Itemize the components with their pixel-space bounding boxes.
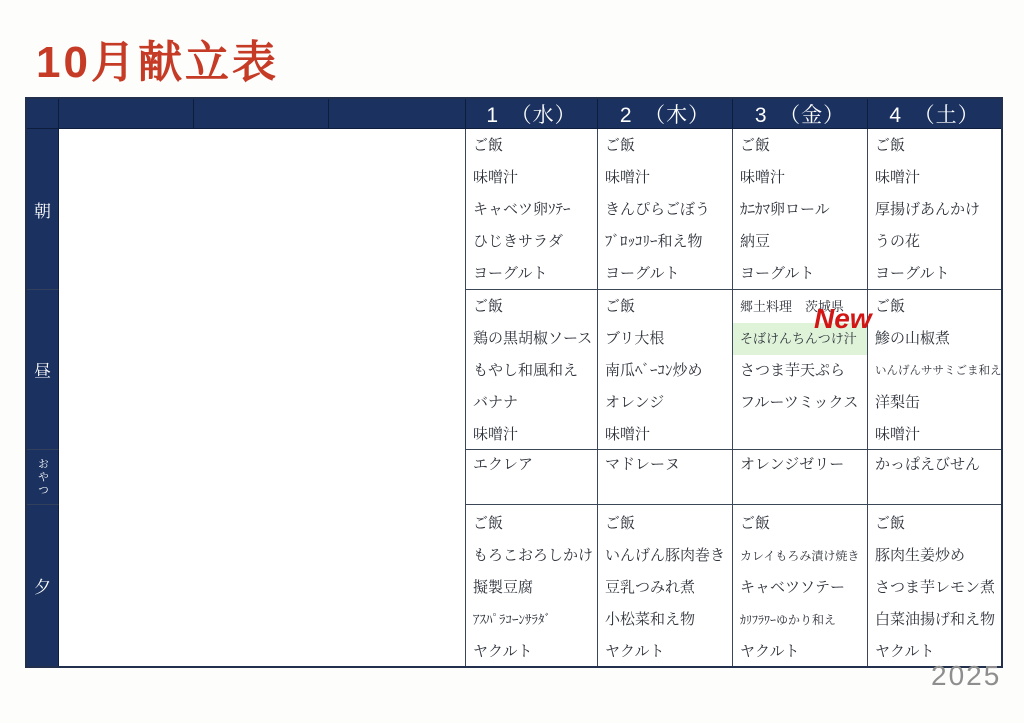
header-empty-cell bbox=[194, 99, 329, 129]
menu-item: ご飯 bbox=[473, 137, 504, 154]
menu-item: マドレーヌ bbox=[605, 456, 681, 473]
menu-item: 鯵の山椒煮 bbox=[875, 330, 951, 347]
menu-item: キャベツ卵ｿﾃｰ bbox=[473, 201, 571, 218]
new-badge: New bbox=[814, 303, 872, 334]
menu-item: ヨーグルト bbox=[875, 265, 950, 282]
menu-item: いんげん豚肉巻き bbox=[605, 547, 726, 564]
row-label-snack bbox=[27, 450, 59, 505]
menu-item: きんぴらごぼう bbox=[605, 201, 711, 218]
menu-item: ヤクルト bbox=[605, 643, 665, 660]
dinner-cell-sat bbox=[868, 505, 1001, 666]
menu-item: さつま芋天ぷら bbox=[740, 362, 846, 379]
breakfast-cell-wed bbox=[466, 129, 598, 290]
menu-item: キャベツソテー bbox=[740, 579, 846, 596]
menu-item: ヨーグルト bbox=[605, 265, 680, 282]
menu-item: オレンジゼリー bbox=[740, 456, 845, 473]
dinner-cell-wed bbox=[466, 505, 598, 666]
menu-item: 厚揚げあんかけ bbox=[875, 201, 981, 218]
menu-item: 白菜油揚げ和え物 bbox=[875, 611, 996, 628]
menu-item: ご飯 bbox=[875, 137, 906, 154]
menu-item: オレンジ bbox=[605, 394, 665, 411]
menu-item: カレイもろみ漬け焼き bbox=[740, 549, 860, 563]
menu-item: 豚肉生姜炒め bbox=[875, 547, 966, 564]
snack-cell-sat bbox=[868, 450, 1001, 505]
new-menu-item-highlight: そばけんちんつけ汁 bbox=[733, 323, 867, 355]
dinner-cell-fri bbox=[733, 505, 868, 666]
snack-cell-fri bbox=[733, 450, 868, 505]
menu-item: フルーツミックス bbox=[740, 394, 859, 411]
row-label-breakfast bbox=[27, 129, 59, 290]
menu-item: ご飯 bbox=[740, 515, 771, 532]
menu-item: 洋梨缶 bbox=[875, 394, 921, 411]
menu-item: ご飯 bbox=[473, 515, 504, 532]
menu-item: もやし和風和え bbox=[473, 362, 579, 379]
menu-item: 味噌汁 bbox=[605, 169, 651, 186]
menu-item: 南瓜ﾍﾞｰｺﾝ炒め bbox=[605, 362, 703, 379]
breakfast-cell-thu bbox=[598, 129, 733, 290]
menu-item: ヨーグルト bbox=[740, 265, 815, 282]
menu-item: ヨーグルト bbox=[473, 265, 548, 282]
menu-item: 鶏の黒胡椒ソース bbox=[473, 330, 593, 347]
menu-item: 味噌汁 bbox=[605, 426, 651, 443]
menu-item: ヤクルト bbox=[740, 643, 800, 660]
menu-item: ご飯 bbox=[875, 298, 906, 315]
menu-item: バナナ bbox=[473, 394, 519, 411]
menu-item: エクレア bbox=[473, 456, 534, 473]
day-header-fri: 3 （金） bbox=[733, 99, 868, 129]
menu-item: ブリ大根 bbox=[605, 330, 665, 347]
menu-item: いんげんササミごま和え bbox=[875, 365, 1001, 377]
menu-item: ひじきサラダ bbox=[473, 233, 563, 250]
breakfast-cell-fri bbox=[733, 129, 868, 290]
header-empty-cell bbox=[329, 99, 466, 129]
menu-item: ｶﾘﾌﾗﾜｰゆかり和え bbox=[740, 613, 837, 627]
regional-cuisine-label: 郷土料理 茨城県 bbox=[740, 299, 845, 314]
menu-item: ｱｽﾊﾟﾗｺｰﾝｻﾗﾀﾞ bbox=[473, 612, 551, 627]
row-label-dinner bbox=[27, 505, 59, 666]
menu-item: ご飯 bbox=[605, 515, 636, 532]
menu-item: ヤクルト bbox=[875, 643, 935, 660]
snack-cell-thu bbox=[598, 450, 733, 505]
menu-item: ｶﾆｶﾏ卵ロール bbox=[740, 201, 830, 218]
row-label-lunch bbox=[27, 290, 59, 450]
lunch-cell-thu bbox=[598, 290, 733, 450]
menu-item: かっぱえびせん bbox=[875, 456, 981, 473]
page-title: 10月献立表 bbox=[36, 38, 279, 87]
breakfast-cell-sat bbox=[868, 129, 1001, 290]
lunch-cell-sat bbox=[868, 290, 1001, 450]
row-label-text: 夕 bbox=[34, 578, 51, 597]
row-label-text: 朝 bbox=[34, 201, 51, 221]
menu-item: 味噌汁 bbox=[473, 426, 519, 443]
menu-item: うの花 bbox=[875, 233, 921, 250]
header-corner-cell bbox=[27, 99, 59, 129]
menu-item: さつま芋レモン煮 bbox=[875, 579, 996, 596]
row-label-text: 昼 bbox=[34, 362, 51, 381]
menu-item: 小松菜和え物 bbox=[605, 611, 696, 628]
day-header-wed: 1 （水） bbox=[466, 99, 598, 129]
day-header-thu: 2 （木） bbox=[598, 99, 733, 129]
menu-item: ご飯 bbox=[605, 137, 636, 154]
menu-item: もろこおろしかけ bbox=[473, 547, 594, 564]
menu-item: ﾌﾞﾛｯｺﾘｰ和え物 bbox=[605, 233, 703, 250]
menu-item: 味噌汁 bbox=[473, 169, 519, 186]
menu-item: 味噌汁 bbox=[740, 169, 786, 186]
menu-item: ご飯 bbox=[740, 137, 771, 154]
header-empty-cell bbox=[59, 99, 194, 129]
snack-cell-wed bbox=[466, 450, 598, 505]
dinner-cell-thu bbox=[598, 505, 733, 666]
lunch-cell-wed bbox=[466, 290, 598, 450]
menu-item: 納豆 bbox=[740, 233, 771, 250]
day-header-sat: 4 （土） bbox=[868, 99, 1001, 129]
menu-table bbox=[25, 97, 1003, 668]
menu-item: ヤクルト bbox=[473, 643, 533, 660]
menu-item: 擬製豆腐 bbox=[473, 579, 534, 596]
row-label-text: おやつ bbox=[36, 457, 49, 497]
menu-item: ご飯 bbox=[605, 298, 636, 315]
menu-item: 味噌汁 bbox=[875, 169, 921, 186]
menu-item: ご飯 bbox=[875, 515, 906, 532]
menu-item: ご飯 bbox=[473, 298, 504, 315]
menu-item: 味噌汁 bbox=[875, 426, 921, 443]
empty-merged-cell bbox=[59, 129, 466, 666]
year-label: 2025 bbox=[931, 660, 1002, 691]
menu-item: 豆乳つみれ煮 bbox=[605, 579, 696, 596]
